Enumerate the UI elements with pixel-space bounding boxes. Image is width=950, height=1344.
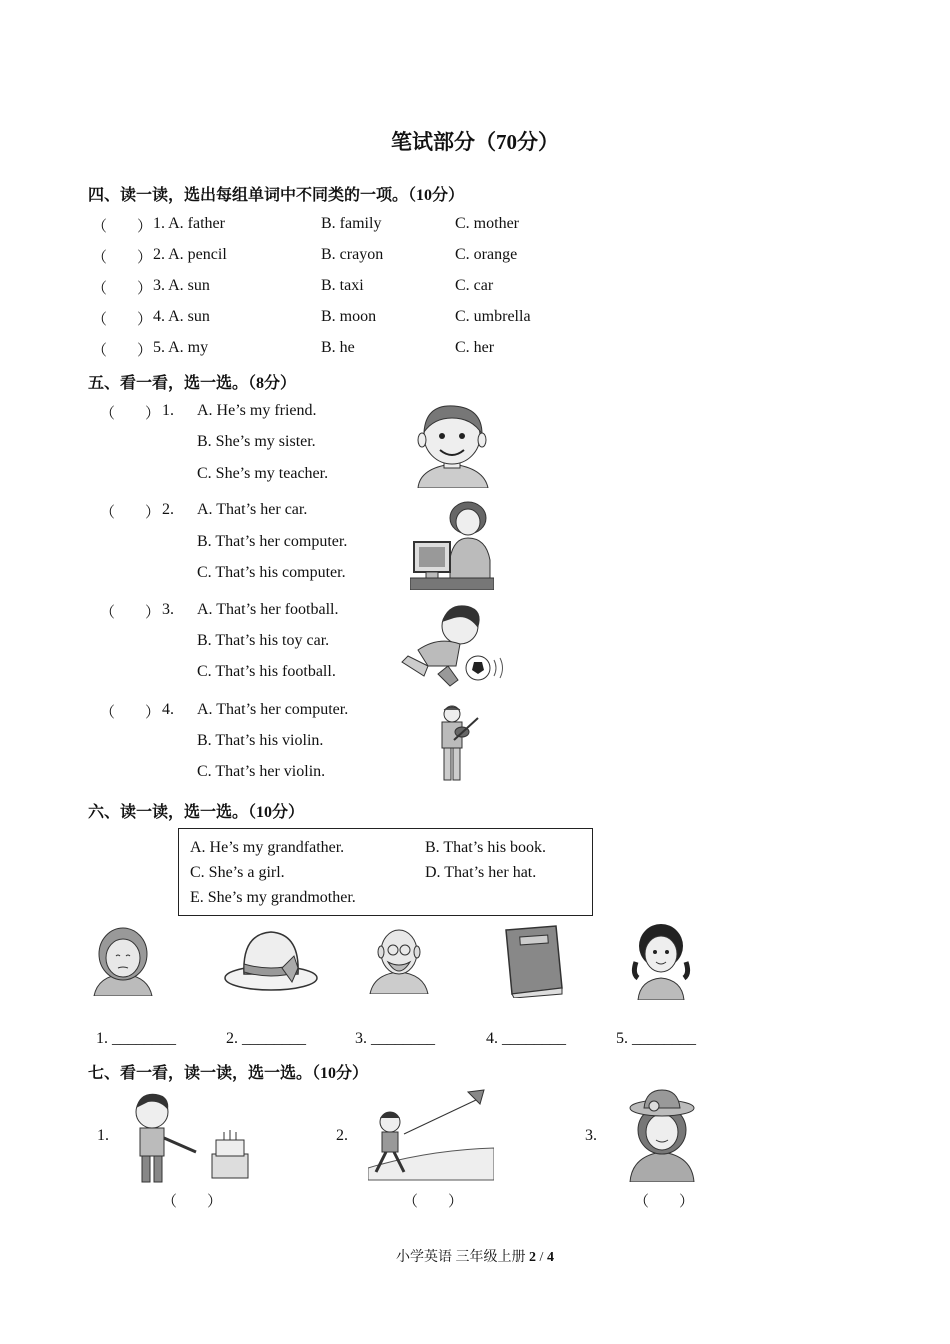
boy-football-icon (398, 600, 508, 688)
answer-bracket[interactable]: （ ） (403, 1194, 464, 1210)
s4-item4-b: B. moon (321, 308, 377, 325)
answer-bracket[interactable]: （ ） (92, 312, 153, 328)
answer-bracket[interactable]: （ ） (100, 505, 161, 521)
s7-item1-num: 1. (97, 1127, 109, 1144)
answer-bracket[interactable]: （ ） (92, 281, 153, 297)
option-e: E. She’s my grandmother. (190, 889, 356, 906)
section7-heading: 七、看一看，读一读，选一选。（10分） (88, 1065, 369, 1082)
answer-bracket[interactable]: （ ） (100, 406, 161, 422)
s5-item4-num: 4. (162, 701, 174, 718)
boy-face-icon (412, 402, 492, 488)
s5-item2-b: B. That’s her computer. (197, 533, 348, 550)
girl-icon (630, 922, 692, 1000)
s5-item2-c: C. That’s his computer. (197, 564, 346, 581)
blank-3[interactable]: 3. ________ (355, 1030, 435, 1047)
s5-item1-c: C. She’s my teacher. (197, 465, 329, 482)
s4-item1-b: B. family (321, 215, 382, 232)
book-icon (500, 924, 566, 998)
boy-violin-icon (432, 704, 480, 784)
section6-heading: 六、读一读，选一选。（10分） (88, 804, 305, 821)
woman-hat-icon (626, 1086, 698, 1182)
grandfather-icon (368, 924, 430, 994)
s4-item5-a: 5. A. my (153, 339, 209, 356)
s5-item3-a: A. That’s her football. (197, 601, 339, 618)
s4-item5-b: B. he (321, 339, 355, 356)
blank-2[interactable]: 2. ________ (226, 1030, 306, 1047)
s5-item3-c: C. That’s his football. (197, 663, 336, 680)
s5-item3-b: B. That’s his toy car. (197, 632, 330, 649)
answer-bracket[interactable]: （ ） (100, 605, 161, 621)
option-c: C. She’s a girl. (190, 864, 285, 881)
boy-cake-icon (126, 1090, 252, 1184)
option-a: A. He’s my grandfather. (190, 839, 345, 856)
answer-bracket[interactable]: （ ） (634, 1194, 695, 1210)
answer-bracket[interactable]: （ ） (92, 250, 153, 266)
answer-bracket[interactable]: （ ） (162, 1194, 223, 1210)
page-title: 笔试部分（70分） (391, 130, 559, 154)
s4-item2-a: 2. A. pencil (153, 246, 227, 263)
s5-item1-a: A. He’s my friend. (197, 402, 317, 419)
s4-item3-c: C. car (455, 277, 494, 294)
answer-bracket[interactable]: （ ） (92, 219, 153, 235)
s5-item4-b: B. That’s his violin. (197, 732, 324, 749)
footer-total: 4 (546, 1250, 554, 1265)
s7-item3-num: 3. (585, 1127, 597, 1144)
grandmother-icon (92, 926, 154, 996)
answer-bracket[interactable]: （ ） (92, 343, 153, 359)
s4-item2-c: C. orange (455, 246, 518, 263)
s5-item1-b: B. She’s my sister. (197, 433, 316, 450)
girl-computer-icon (410, 498, 494, 590)
footer-page: 2 (529, 1250, 537, 1265)
s5-item4-a: A. That’s her computer. (197, 701, 349, 718)
footer-sep: / (539, 1250, 544, 1265)
s4-item2-b: B. crayon (321, 246, 384, 263)
s5-item3-num: 3. (162, 601, 174, 618)
s4-item1-a: 1. A. father (153, 215, 225, 232)
s4-item5-c: C. her (455, 339, 495, 356)
s4-item3-a: 3. A. sun (153, 277, 210, 294)
s4-item4-a: 4. A. sun (153, 308, 210, 325)
hat-icon (222, 926, 320, 994)
s5-item1-num: 1. (162, 402, 174, 419)
answer-bracket[interactable]: （ ） (100, 705, 161, 721)
s5-item2-a: A. That’s her car. (197, 501, 308, 518)
girl-kite-icon (368, 1088, 494, 1182)
option-d: D. That’s her hat. (425, 864, 537, 881)
s4-item3-b: B. taxi (321, 277, 364, 294)
s4-item1-c: C. mother (455, 215, 519, 232)
blank-4[interactable]: 4. ________ (486, 1030, 566, 1047)
s5-item2-num: 2. (162, 501, 174, 518)
option-b: B. That’s his book. (425, 839, 547, 856)
s4-item4-c: C. umbrella (455, 308, 531, 325)
footer-subject: 小学英语 三年级上册 (396, 1250, 526, 1265)
section4-heading: 四、读一读，选出每组单词中不同类的一项。（10分） (88, 187, 465, 204)
section5-heading: 五、看一看，选一选。（8分） (88, 375, 297, 392)
s7-item2-num: 2. (336, 1127, 348, 1144)
page-footer (0, 1246, 950, 1266)
blank-5[interactable]: 5. ________ (616, 1030, 696, 1047)
blank-1[interactable]: 1. ________ (96, 1030, 176, 1047)
s5-item4-c: C. That’s her violin. (197, 763, 326, 780)
